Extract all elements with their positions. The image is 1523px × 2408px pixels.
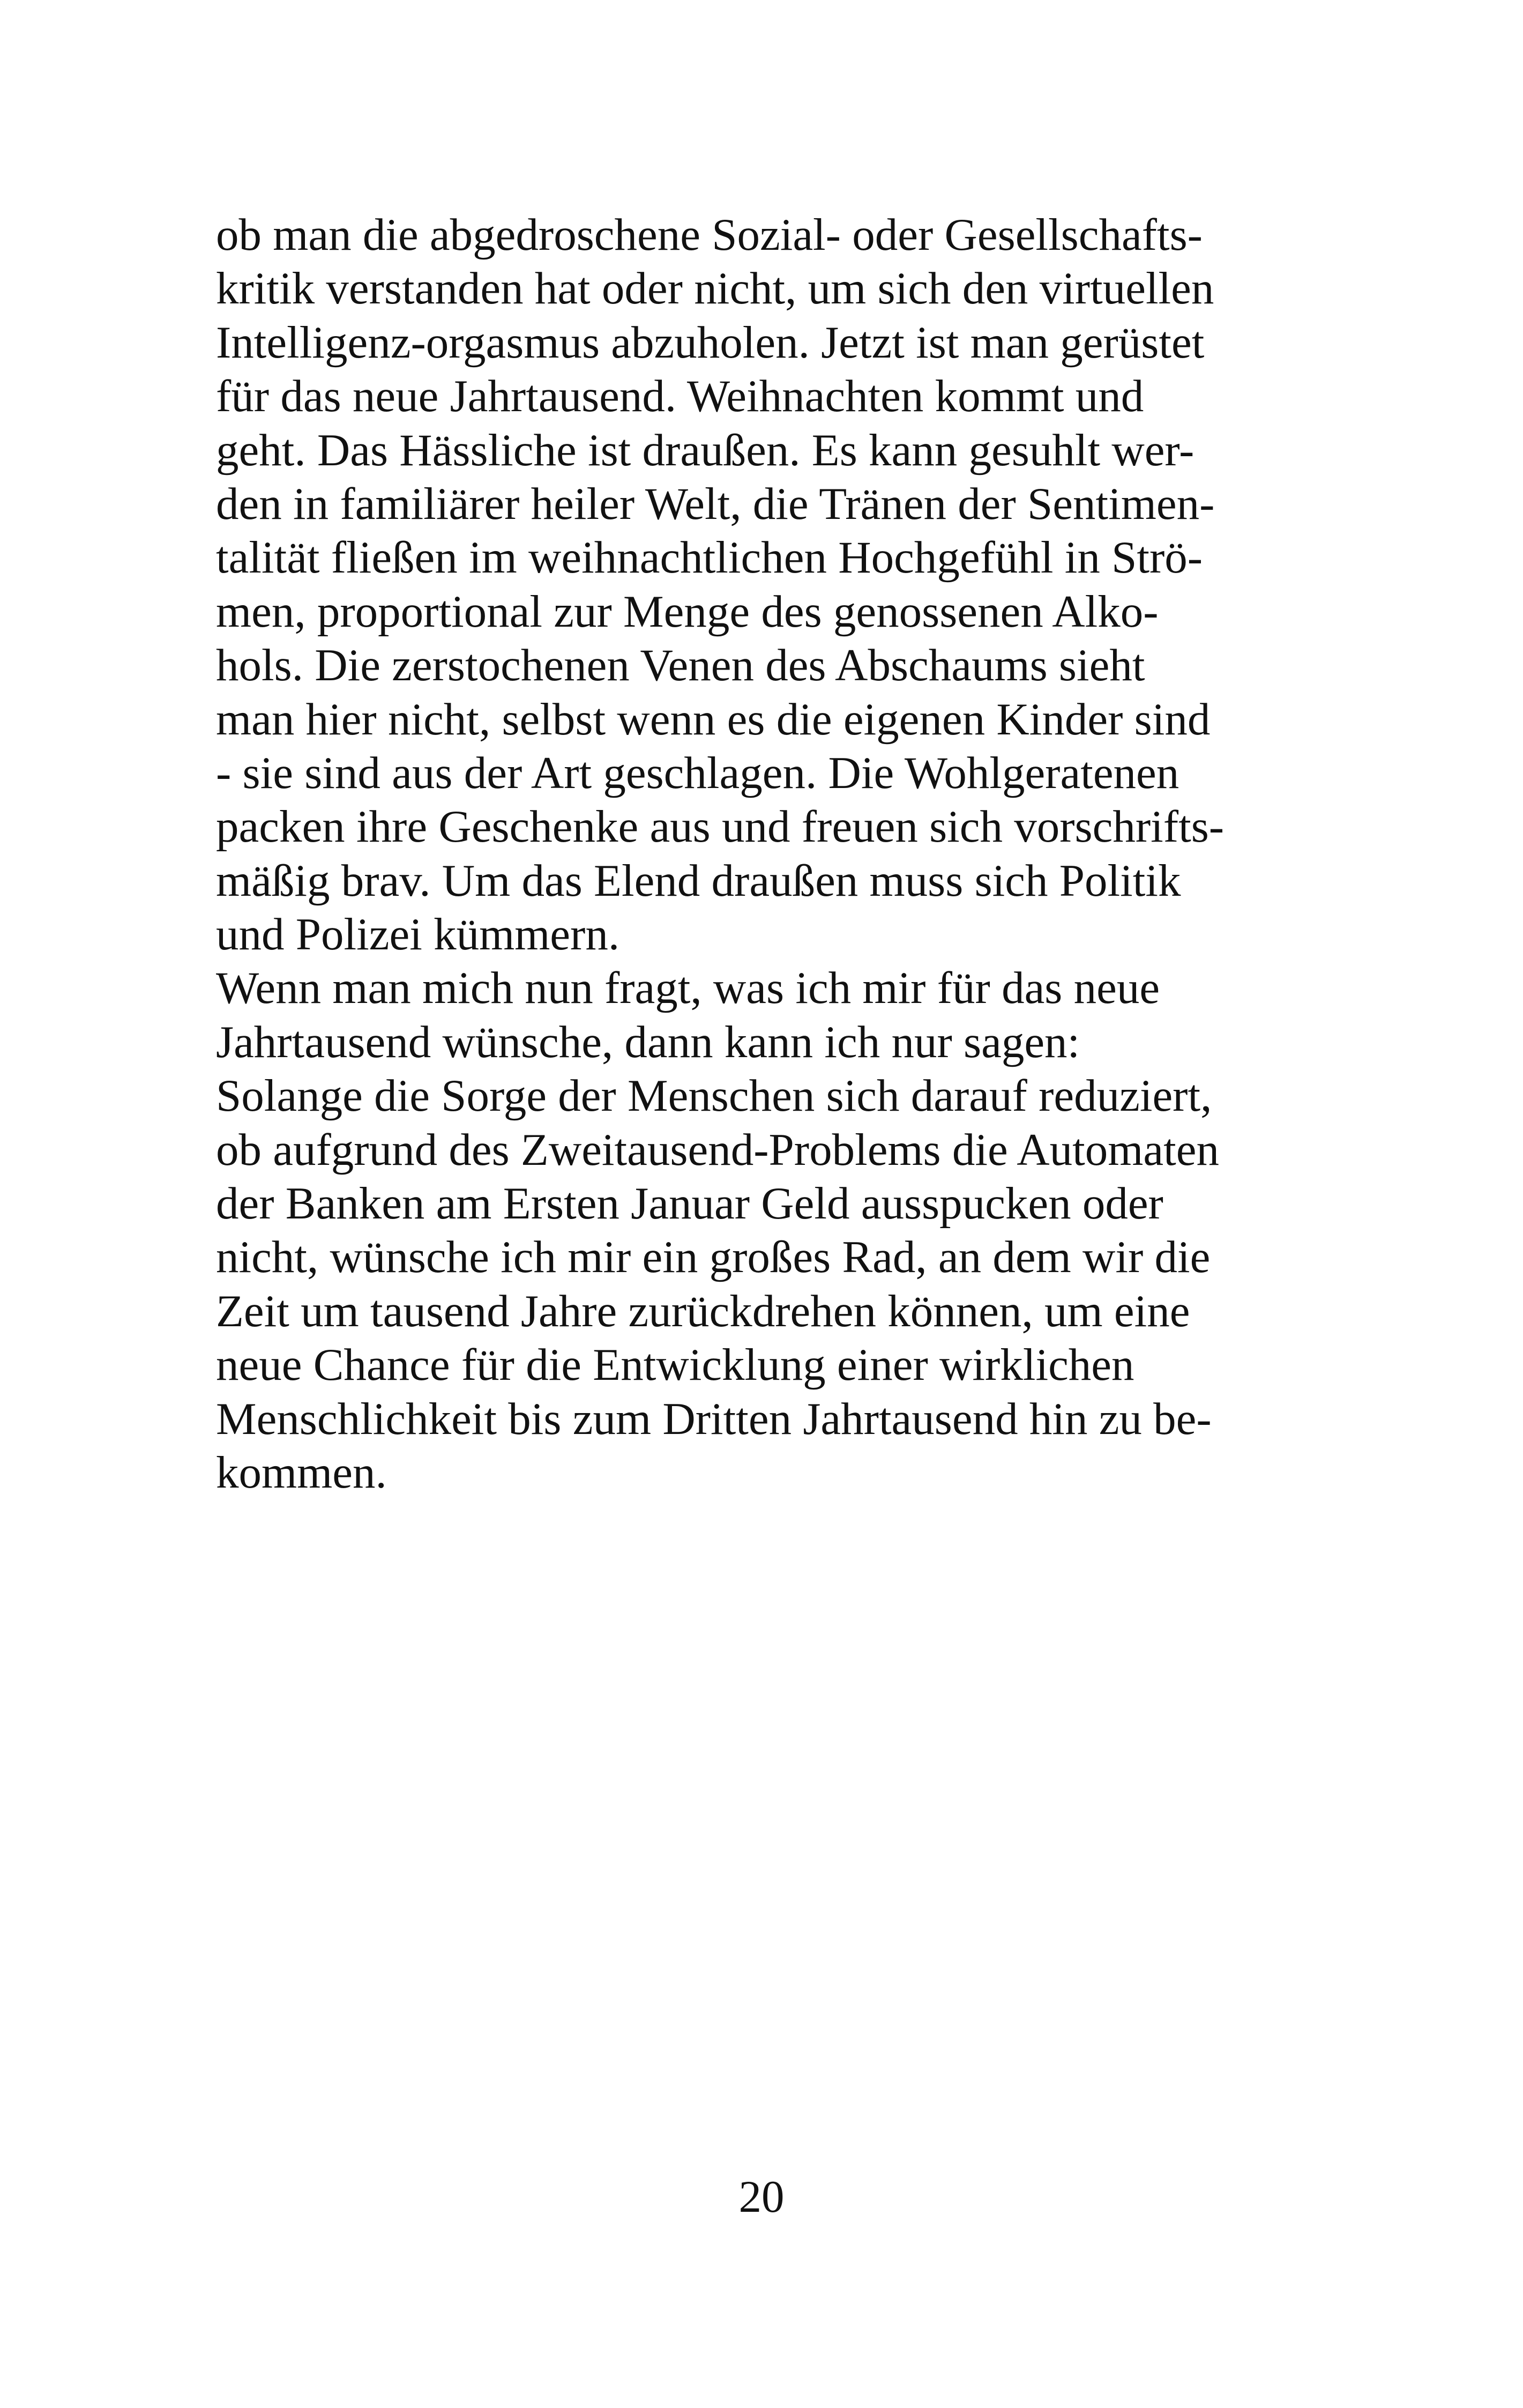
text-line: packen ihre Geschenke aus und freuen sich vorschrifts- bbox=[216, 801, 1225, 852]
text-line: nicht, wünsche ich mir ein großes Rad, an dem wir die bbox=[216, 1232, 1211, 1283]
text-line: ob aufgrund des Zweitausend-Problems die Automaten bbox=[216, 1124, 1219, 1175]
text-line: Zeit um tausend Jahre zurückdrehen können, um eine bbox=[216, 1285, 1190, 1336]
page-number: 20 bbox=[738, 2172, 785, 2222]
text-line: geht. Das Hässliche ist draußen. Es kann gesuhlt wer- bbox=[216, 425, 1194, 475]
text-line: Intelligenz-orgasmus abzuholen. Jetzt ist man gerüstet bbox=[216, 317, 1205, 368]
text-line: kommen. bbox=[216, 1447, 387, 1498]
text-line: und Polizei kümmern. bbox=[216, 909, 620, 960]
text-line: hols. Die zerstochenen Venen des Abschaums sieht bbox=[216, 640, 1145, 691]
text-line: men, proportional zur Menge des genossenen Alko- bbox=[216, 586, 1159, 637]
text-line: neue Chance für die Entwicklung einer wirklichen bbox=[216, 1340, 1134, 1391]
text-line: Solange die Sorge der Menschen sich darauf reduziert, bbox=[216, 1071, 1212, 1121]
text-line: Menschlichkeit bis zum Dritten Jahrtausend hin zu be- bbox=[216, 1393, 1212, 1444]
text-line: Jahrtausend wünsche, dann kann ich nur sagen: bbox=[216, 1016, 1080, 1067]
text-line: ob man die abgedroschene Sozial- oder Gesellschafts- bbox=[216, 210, 1203, 260]
body-text bbox=[216, 208, 1341, 1499]
text-line: für das neue Jahrtausend. Weihnachten kommt und bbox=[216, 371, 1144, 422]
text-line: talität fließen im weihnachtlichen Hochgefühl in Strö- bbox=[216, 532, 1203, 583]
text-line: den in familiärer heiler Welt, die Tränen der Sentimen- bbox=[216, 478, 1215, 529]
text-line: der Banken am Ersten Januar Geld ausspucken oder bbox=[216, 1178, 1163, 1229]
text-line: Wenn man mich nun fragt, was ich mir für das neue bbox=[216, 963, 1160, 1014]
text-line: mäßig brav. Um das Elend draußen muss sich Politik bbox=[216, 855, 1181, 906]
text-line: kritik verstanden hat oder nicht, um sich den virtuellen bbox=[216, 263, 1214, 314]
text-line: man hier nicht, selbst wenn es die eigenen Kinder sind bbox=[216, 694, 1211, 745]
text-line: - sie sind aus der Art geschlagen. Die Wohlgeratenen bbox=[216, 747, 1179, 798]
